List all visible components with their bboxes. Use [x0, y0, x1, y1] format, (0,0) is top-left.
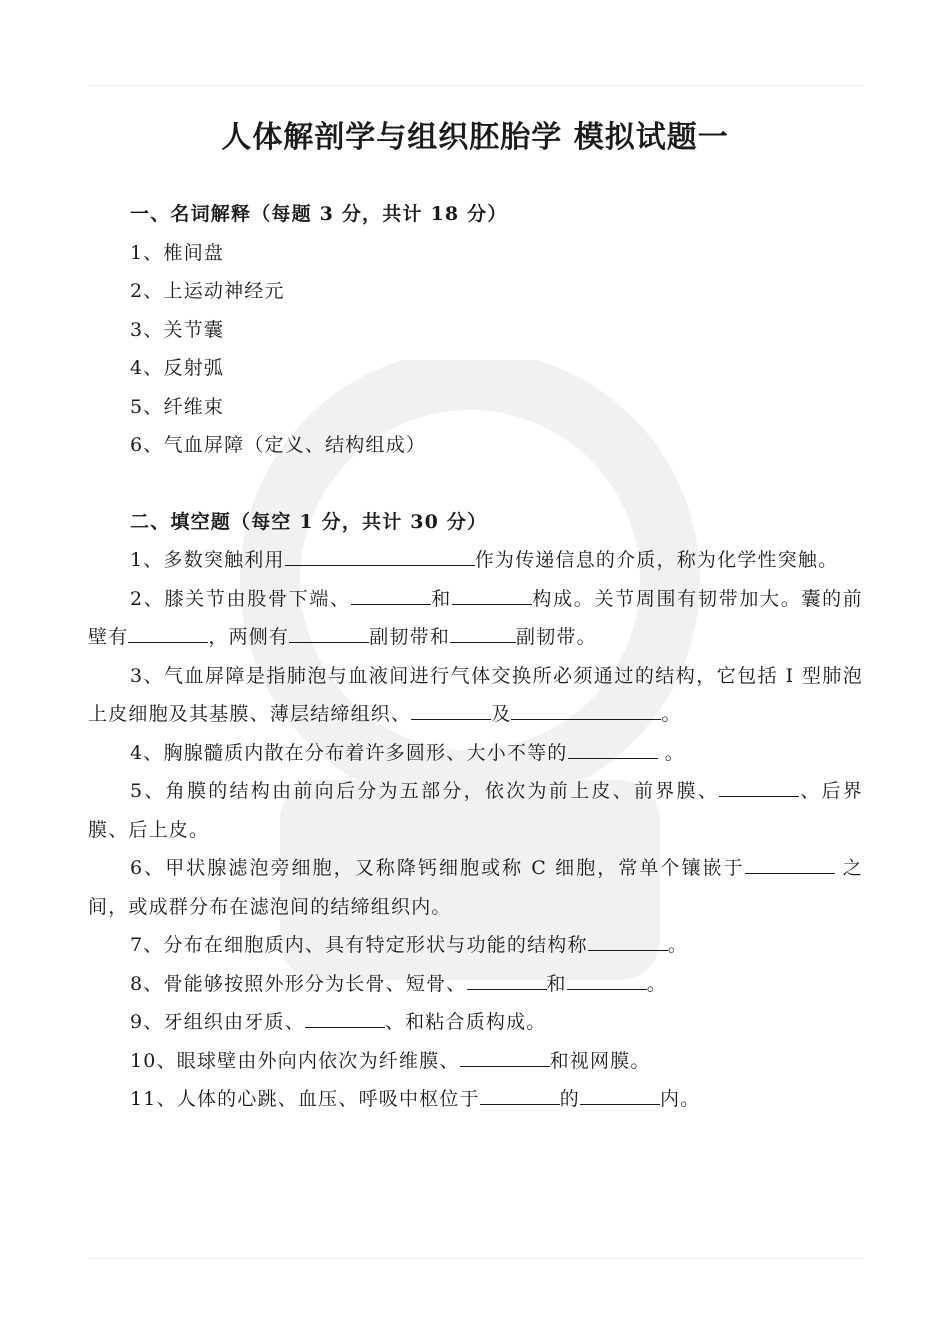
- question-10: [88, 1042, 863, 1081]
- question-4: [88, 734, 863, 773]
- q7-text: 。: [667, 934, 688, 956]
- q2-text: 构成。关节周围有韧带加大。囊的前壁有: [88, 587, 863, 648]
- question-3: [88, 657, 863, 734]
- answer-blank[interactable]: [568, 736, 658, 759]
- question-2: [88, 580, 863, 657]
- answer-blank[interactable]: [305, 1005, 385, 1028]
- q2-text: 副韧带。: [516, 626, 597, 648]
- q1-text: 1、多数突触利用: [130, 549, 285, 571]
- q2-text: ，两侧有: [208, 626, 290, 648]
- answer-blank[interactable]: [411, 697, 491, 720]
- question-9: [88, 1003, 863, 1042]
- q8-text: 8、骨能够按照外形分为长骨、短骨、: [130, 972, 467, 995]
- term-item: 2、上运动神经元: [130, 280, 285, 302]
- answer-blank[interactable]: [745, 851, 835, 874]
- answer-blank[interactable]: [511, 697, 661, 720]
- q2-text: 2、膝关节由股骨下端、: [130, 587, 351, 610]
- q11-text: 内。: [659, 1088, 701, 1110]
- answer-blank[interactable]: [480, 1082, 560, 1105]
- term-item: 4、反射弧: [130, 357, 225, 379]
- q3-text: 。: [661, 703, 682, 725]
- q6-text: 之间，或成群分布在滤泡间的结缔组织内。: [88, 857, 863, 918]
- term-item: 3、关节囊: [130, 318, 225, 341]
- q8-text: 。: [646, 972, 667, 995]
- term-item: 1、椎间盘: [130, 241, 225, 264]
- q6-text: 6、甲状腺滤泡旁细胞，又称降钙细胞或称 C 细胞，常单个镶嵌于: [130, 857, 745, 879]
- answer-blank[interactable]: [289, 620, 369, 643]
- q3-text: 及: [491, 703, 512, 725]
- q10-text: 和视网膜。: [549, 1049, 651, 1072]
- q4-text: 。: [657, 741, 685, 764]
- q5-text: 5、角膜的结构由前向后分为五部分，依次为前上皮、前界膜、: [130, 780, 720, 802]
- question-7: [88, 926, 863, 965]
- q3-text: 3、气血屏障是指肺泡与血液间进行气体交换所必须通过的结构，它包括 I 型肺泡上皮细胞及其基膜、薄层结缔组织、: [88, 664, 863, 725]
- answer-blank[interactable]: [567, 967, 647, 990]
- q4-text: 4、胸腺髓质内散在分布着许多圆形、大小不等的: [130, 741, 568, 764]
- answer-blank[interactable]: [460, 1044, 550, 1067]
- question-11: [88, 1080, 863, 1119]
- q10-text: 10、眼球壁由外向内依次为纤维膜、: [130, 1049, 460, 1072]
- top-rule: [88, 85, 863, 86]
- q8-text: 和: [546, 972, 567, 995]
- question-1: [88, 541, 863, 580]
- q9-text: 、和粘合质构成。: [384, 1011, 547, 1033]
- answer-blank[interactable]: [719, 774, 799, 797]
- question-8: [88, 965, 863, 1004]
- answer-blank[interactable]: [128, 620, 208, 643]
- section1-heading: 一、名词解释（每题 3 分，共计 18 分）: [130, 203, 508, 225]
- section2-heading: 二、填空题（每空 1 分，共计 30 分）: [130, 510, 488, 533]
- answer-blank[interactable]: [450, 620, 516, 643]
- answer-blank[interactable]: [580, 1082, 660, 1105]
- question-6: [88, 849, 863, 926]
- term-item: 5、纤维束: [130, 395, 225, 418]
- answer-blank[interactable]: [452, 582, 532, 605]
- q11-text: 11、人体的心跳、血压、呼吸中枢位于: [130, 1088, 480, 1110]
- q11-text: 的: [559, 1088, 580, 1110]
- q2-text: 副韧带和: [369, 626, 451, 648]
- bottom-rule: [88, 1258, 863, 1259]
- answer-blank[interactable]: [351, 582, 431, 605]
- q1-text: 作为传递信息的介质，称为化学性突触。: [474, 549, 839, 571]
- q7-text: 7、分布在细胞质内、具有特定形状与功能的结构称: [130, 934, 588, 956]
- answer-blank[interactable]: [588, 928, 668, 951]
- term-item: 6、气血屏障（定义、结构组成）: [130, 434, 427, 456]
- question-5: [88, 772, 863, 849]
- q9-text: 9、牙组织由牙质、: [130, 1011, 305, 1033]
- exam-content: [88, 195, 863, 1119]
- page-title: 人体解剖学与组织胚胎学 模拟试题一: [221, 120, 729, 155]
- answer-blank[interactable]: [285, 543, 475, 566]
- q5-text: 、后界膜、后上皮。: [88, 780, 863, 841]
- answer-blank[interactable]: [467, 967, 547, 990]
- q2-text: 和: [430, 587, 452, 610]
